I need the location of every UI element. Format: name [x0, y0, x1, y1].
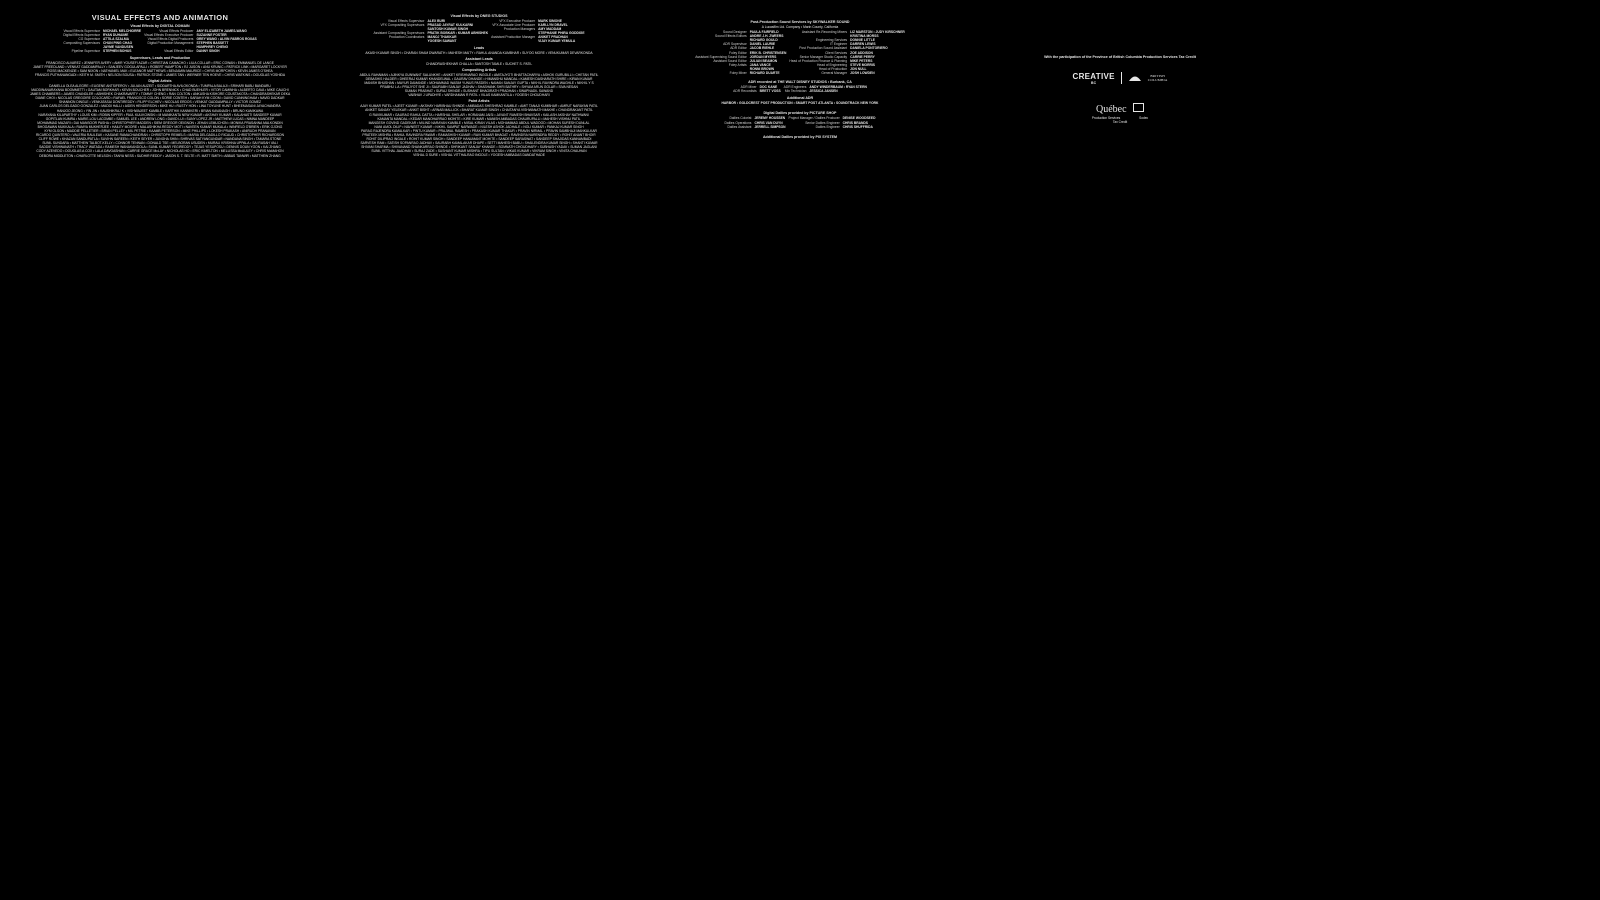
quebec-sub-line2: Tax Credit	[1112, 119, 1128, 124]
credit-name: ERIK B. CHRISTENSEN	[749, 50, 787, 55]
credit-line: DIANE CHOI • NICOLAS GREGOIRE COLOCARD • RAFAEL FRANCISCO COLON • SORIE CONTEH • SARAH KYM COOM • DAVID CUNNINGHAM • NAVID DADKAR	[35, 96, 285, 101]
credit-line: MADDINANARAYANA BOOMMETTI • GAUTAM BORKHAR • KEVIN BOUCHER • JOHN BRENNICK • CHAD BUEHLER • VITOR CAMINHA • ALBERTO CAVA • MIKE CAUCHI	[31, 88, 289, 93]
credit-name: MANOJ THAKKAR	[427, 35, 457, 40]
credit-groups	[336, 46, 622, 158]
credit-role: Sound Designer	[723, 30, 747, 35]
credit-name: STEPHEN BASSETT	[196, 41, 229, 46]
credit-line: SUMAN PRABHAT • SURAJ SHINDE • SUSHANT BHAGIRATH PRADHAN • SWAPNADIL SAWAND	[404, 89, 554, 94]
credit-role: ADR Mixer	[740, 85, 757, 90]
credit-name: DONNIE LITTLE	[850, 38, 875, 43]
credit-role: Dailies Operations	[724, 120, 752, 125]
credit-line: ROHIT DILIPRAO INGALE • ROHIT KUMAR SINGH • SANDEEP HANUMANT MOHITE • SANDEEP SARASWAT • SANDEEP SHAJIDAS KANNAMBADI	[366, 137, 592, 142]
quebec-logo	[1030, 99, 1210, 124]
credit-role: VFX Associate Line Producer	[492, 23, 536, 28]
credit-name: DOC KANE	[759, 85, 778, 90]
vendor-header: Visual Effects by DNEG STUDIOS	[450, 14, 508, 18]
creative-bc-logo	[1073, 72, 1115, 85]
credit-row	[62, 49, 258, 53]
credit-name: YOGESH SAWANT	[427, 39, 457, 44]
credit-role: Foley Editor	[729, 50, 747, 55]
credit-name: JULIAN BEAMON	[749, 58, 778, 63]
group-header: Compositing Artists	[461, 67, 497, 72]
credit-line: SUNIL SUNDARA • MATTHEW TALBOT-KELLY • CONNOR TENNAN • DONALD TSE • MELBORAN USUDEN • MURALI KRISHNA UPPALA • SAI RASAH VALI	[42, 141, 278, 146]
credit-role: Dailies Engineer	[815, 124, 840, 129]
credit-name: JORDAN MYERS	[749, 54, 777, 59]
credit-line: PRABHU L A • PRAJYOT SHE JI • SAURABH SANJAY JADHAV • SHASHANK SHRI BATHRY • SHYAM ARUN GOLAR • SIVA NESAN	[380, 85, 578, 90]
bc-line2: COLUMBIA	[1147, 78, 1168, 82]
dailies-header: Digital Dailies provided by PICTURE SHOP	[763, 111, 837, 116]
credit-name: JESSICA JANSEN	[809, 89, 838, 94]
credit-role: Head of Production	[818, 66, 848, 71]
credit-line: JANET FREEDLAND • VENKAT GADDAMPALLY • SANJEEV GOGULAPALLI • ROBERT HAMPTON • RJ JUSON • ANU KRUNIC • PATRICK LINK • MARGARET LOCKYER	[33, 64, 287, 69]
credit-row	[694, 71, 907, 75]
credit-role: Production Coordinators	[388, 35, 425, 40]
credit-role: General Manager	[821, 71, 848, 76]
credit-name: AMY MADDAM	[538, 27, 562, 32]
credit-line: DEBASHIS HALDER • DHEERAJ KUMAR KHANDELWAL • GAURAV DHANDE • HIMANSHU MANDAL • KAMESH DASHARATH SHIRE • KIRAN KUMAR	[365, 76, 593, 81]
credit-role: Mix Technician	[784, 89, 807, 94]
credit-name: KRISTINA MORSS	[850, 34, 879, 39]
credit-name: RICHARD GOULD	[749, 38, 778, 43]
credit-name: MICHAEL MELCHIORRE	[103, 29, 142, 33]
credit-line: HANJOO JEONG • YIN JIN • KAUSHIKRAJ K • VISHWAJEET KAMBLE • KARTHIK KANNIKERI • BRIAN KAVANAGH • BRUNO KAMIKAWA	[56, 108, 264, 113]
credit-name: JACOB RIEHLE	[749, 46, 775, 51]
credit-role: Foley Mixer	[729, 71, 747, 76]
credit-name: RONNI BROWN	[749, 66, 775, 71]
dailies-role-table	[723, 116, 877, 128]
credit-name: GREY WANG • ALVIN FABROS ROXAS	[196, 37, 257, 42]
credit-role: Senior Dailies Engineer	[805, 120, 840, 125]
credit-name: DANIEL LAURIE	[749, 42, 776, 47]
credit-name: STEPHEN BOHUS	[103, 49, 132, 54]
quebec-wordmark: Québec	[1096, 104, 1127, 115]
sound-header-1: Post-Production Sound Services by SKYWALKER SOUND	[750, 20, 850, 24]
credit-role: Senior Manager Studio Capacity	[799, 54, 848, 59]
credit-line: KYM OLSON • MADDIE PELLETIER • BRIAN PELLEY • MIL PETRIE • KAAMB PETERSON • MIKE PHILLIPS • LOKESH PRAKASH • ANIRUDH PRANAVAN	[44, 128, 276, 133]
credit-name: MIKE PETERS	[850, 58, 873, 63]
section-title: VISUAL EFFECTS AND ANIMATION	[91, 13, 229, 22]
group-header: Assistant Leads	[465, 56, 493, 61]
credit-role: Digital Production Management	[147, 41, 194, 46]
credit-role: Sound Effects Editors	[715, 34, 747, 39]
credit-line: NANI AMOL DILIP • NAVNEET KUMAR • NIKHIL SAMPAT NARWADE • NILESH ASHOK JADHALE • NOLI KUMAR • PANKAJ KUMAR SINGH	[374, 124, 584, 129]
credit-name: DARREN LEWIS	[850, 42, 876, 47]
credit-name: KARI-LYN DRAVEL	[538, 23, 568, 28]
credit-line: SHIVAM SHARMA • SHIVANAND SHANKARRAO SHINDE • SHRIKANT SANJAY KHANDE • SOMNATH CHOUDHARY • SUBHASH YADAV • SUMAN JAGLANI	[361, 145, 597, 150]
credit-role: Assistant Sound Editor	[713, 58, 747, 63]
credit-name: RICHARD DUARTE	[749, 71, 780, 76]
credit-name: CHUN PING CHAO	[103, 41, 133, 46]
credit-role: Assistant Supervising Sound Editor	[695, 54, 747, 59]
credit-name: ANIKET PRADHAN	[538, 35, 568, 40]
credits-column-3	[650, 12, 950, 140]
credit-role: CG Supervisor	[78, 37, 101, 42]
credit-role: Visual Effects Supervisor	[63, 29, 101, 33]
credit-role: Dailies Assistant	[727, 124, 752, 129]
role-table	[62, 29, 258, 54]
adr-role-table	[732, 85, 869, 93]
credit-name: ANDY WINDERBAUM • RYAN STERN	[809, 85, 867, 90]
credit-line: JAMES CHAMBERS • JAMES CHANDLER • ABHISHEK CHAKRAVARTY • TOMMY CHENG • RAN COLTON • ANKUSHA KISHORE COUSTAKOTA • CHANDRASHEKAR DEKA	[29, 92, 291, 97]
additional-dailies: Additional Dailies provided by PIX SYSTEM	[762, 134, 838, 139]
credit-line: JUAN CARLOS DELGADO GONZALEZ • MADDI HALLI • AIDEN HENDERSON • MIKE HU • RUSTY HON • LINA TOYLINE HUNT • BHEEMASANI JAYACHANDRA	[39, 104, 281, 109]
credit-line: AJAY KUMAR PATEL • AJEET KUMAR • AKSHAY HARIBHAU SHINDE • AMBADAS SHESHRAO KAMBLE • AMIT TANAJI KUMBHAR • AMRUT NARAYAN PATIL	[360, 104, 598, 109]
credit-role: ADR Engineers	[783, 85, 807, 90]
credit-role: Visual Effects Supervisor	[387, 19, 425, 23]
vendor-header: Visual Effects by DIGITAL DOMAIN	[130, 24, 190, 28]
quebec-sub-line1: Production Services	[1091, 116, 1121, 120]
credit-line: FRANCIS PUTHANANGADI • KEITH M. SMITH • NELSON SOUSA • PATRICK STONE • JAMES TAN • WERNER TEN HOEVE • CHRIS WATKINS • DOUGLAS YOSHIDA	[34, 72, 286, 77]
credit-row	[372, 39, 586, 43]
credit-name: HUMPHREY CHENG	[196, 45, 229, 50]
credit-name: CHRIS SHUFFRIDA	[842, 124, 873, 129]
credit-role: Client Services	[825, 50, 848, 55]
credit-line: RICARDO QUINTERO • VALERIA RAULEAK • KASANE RAMACHANDRAN • CHRISTOPH REIMELS • MARIA DELGADILLO RICAUD • CHRISTOPHER RICHARDSON	[36, 133, 284, 138]
credit-line: PARAG RAJENDRA KAMALKAR • PINTU KUMAR • PRAJWAL RAMESH • PRAKASH KUMAR THAKUR • PRAVIN NIRMAL • PRAVIN SAMBHAJI MANKULKAR	[361, 128, 597, 133]
additional-adr-header: Additional ADR	[786, 96, 814, 101]
credit-row	[723, 125, 877, 129]
credit-name: MARK SIMONE	[538, 19, 562, 23]
credit-name: JERRELL SIMPSON	[754, 124, 786, 129]
group-header: Paint Artists	[468, 99, 490, 104]
credit-role	[490, 39, 537, 43]
credit-line: MANGESH GOVIND GADEKAR • MILIND NARAYAN KAMBLE • MISAL KIRAN VILAS • MOHAMMAD ABDUL WADOOD • MOHAN SURESH DUNLAL	[368, 120, 590, 125]
credit-line: CODY AZEVEDO • DOUGLAS A COX • LALA DAVGASHAN • CARRIE GRACE McLAY • NICHOLAS HO • ERIC KIMELTON • MELLISSA McAULEY • CHRIS McMAHON	[36, 149, 284, 154]
quebec-sub	[1030, 117, 1210, 124]
credit-name: ANDRE J.H. ZWEERS	[749, 34, 784, 39]
credit-name: ZOE ADDISON	[850, 50, 873, 55]
sound-role-table	[694, 30, 907, 75]
quebec-flag-icon	[1133, 103, 1144, 112]
credit-name: AMY ELIZABETH JAMES-WANG	[196, 29, 247, 33]
credit-role: ADR Supervisor	[723, 42, 747, 47]
credit-line: G RAVIKUMAR • GAURAO RAHUL DATTA • HARSHAL SHELAR • HORANAM JAISI • JAYANT RAMESH BHAVSAR • KAILASH AKSHAY NATHWANI	[369, 112, 589, 117]
credits-column-1	[14, 12, 306, 158]
sodec-label: Sodec	[1139, 116, 1149, 120]
credit-role	[372, 39, 426, 43]
tax-credit-note: With the participation of the Province of British Columbia Production Services Tax Credit	[1044, 55, 1196, 59]
credit-role: VFX Executive Producer	[499, 19, 536, 23]
credit-line: AKASH KUMAR SINGH • CHARAN SHAM DWARATH • MAHESH MAITY • RAHUL ANANDA KUMBHAR • SUYOG MORE • VENUKUMAR DEVARKONDA	[365, 50, 593, 55]
credit-name: ATTILA SZALMA	[103, 37, 130, 42]
group-header: Leads	[473, 45, 485, 50]
credit-role: Production Managers	[503, 27, 536, 32]
credit-role: Foley Artists	[728, 62, 747, 67]
credit-name: PAULA FAIRFIELD	[749, 30, 779, 35]
credit-name: LIZ MARSTON • JUDY KIRSCHNER	[850, 30, 905, 35]
credit-role: Assistant Re-Recording Mixers	[801, 30, 848, 35]
credit-line: ABDUL RAHAMAN • AJINKYA GUNWANT SALUNKHE • ANIKET KRISHNARAO INGOLE • AMITAJYOTI BHATTACHARYA • ASHOK GURUBILLI • CHETAN PATIL	[359, 72, 599, 77]
credit-role: ADR Editor	[730, 46, 747, 51]
credit-role: Engineering Services	[815, 38, 848, 43]
credit-name: PRATIK BOBKAR • KUMAR ABHISHEK	[427, 31, 489, 36]
creative-bc-line2: BC	[1090, 80, 1097, 85]
credit-row	[732, 89, 869, 93]
group-header: Supervisors, Leads and Production	[129, 55, 191, 60]
credit-role: Project Manager / Dailies Producer	[788, 116, 840, 121]
credit-name: STEPHANIE PHIRA GODDIGE	[538, 31, 585, 36]
creative-bc-line1: CREATIVE	[1072, 71, 1115, 81]
credit-role: VFX Compositing Supervisors	[380, 23, 425, 28]
credit-role: Visual Effects Producer	[159, 29, 194, 33]
credit-name: SANTOSH KUMAR SINGH	[427, 27, 469, 32]
credit-line: CHANDRASHEKHAR CHALLA • SANTOSH TAMLE • SUCHET S. PATIL	[425, 61, 533, 66]
credit-line: DANIELLA OLEA ALEGRE • EUGENE ANTSIFEROV • JULIAN AUZEIT • SIDDARTHA AVILOKONDA • TUMPALA BALAJI • SRIHARI BABU BANDARU	[49, 83, 271, 88]
credit-line: DEBORA MIDDLETON • CHARLOTTE NELSON • TANYA NESS • SUDHIR REDDY • JASON S. T. SELTE • R. MATT SMITH • ABBAS TANWIR • MATTHEW ZHANG	[39, 153, 281, 158]
credit-name: DANIELA PONTORIERO	[850, 46, 888, 51]
credit-role: ADR Recordists	[733, 89, 757, 94]
logo-row	[1030, 69, 1210, 87]
credit-name: DENISE WOODSEED	[842, 116, 876, 121]
group-header: Digital Artists	[148, 78, 172, 83]
credit-role: Dailies Colorist	[729, 116, 752, 121]
credit-line: SADDIE VISHWANATH • TRACY WATADA • RAMESH WANAKANDOLA • SUNIL KUMAR YEGIREDDY • TEJAS YESUPOSU • DENNIS DOUN YOON • KAI ZHANG	[39, 145, 281, 150]
credit-role: Assistant Compositing Supervisors	[373, 31, 425, 36]
role-table	[372, 19, 586, 44]
credit-name: JAYME VANDUSEN	[103, 45, 134, 50]
credit-line: SARVESH RAM • SATISH SOPANRAO JADHAV • SAURABH KAMALAKAR DHAPE • SETTI MAHESH BABU • SHAILENDRA KUMAR SINGH • SHANTI KUMAR	[360, 141, 598, 146]
credit-role: Compositing Supervisors	[63, 41, 101, 46]
credit-line: MOHAMMAD MAZARI • DAI MANSOOR PASHA • CHRISTOPHER MADDEN • SIEM GREGOR OEIGNON • JEHAN LEMUCHON • MONIKA PRASANNA MALKONDIN	[37, 120, 283, 125]
credit-row	[723, 116, 877, 120]
credit-role: Pipeline Supervisor	[71, 49, 101, 54]
credit-name: PRASAD JAYRAT KULKARNI	[427, 23, 474, 28]
credit-line: MANISH BHUSHAN • MAYUR DAMANDE • MOHAMMAD WASIM YUNUS PASDEN • NAMAN SANJAY GUPTA • NIKHIL RAVINDRA WAGHLE • NIKHIL Y S	[364, 80, 594, 85]
credit-name: SUZANNE FOSTER	[196, 33, 227, 38]
additional-adr-list: HARBOR • GOLDCREST POST PRODUCTION • SMART POST ATLANTA • SOUNDTRACK NEW YORK	[721, 101, 879, 106]
credit-line: CLIFF ROWE • KHAZAN SANDUPATLA • SUVIHN SAREEN • KEITH SEYER • JUNGHA SHIN • SHRIVAS SATYANGUNDAR • NANDANA SINGH • TAMARA STONE	[38, 137, 282, 142]
credit-line: GOPITLAN KUMRA • MARIE-LOU LACOMBE • SAMUEL LEE • ANDREW LONG • DAVID LUI • SUNY LOPEZ JR • MATTHEW LUCAS • NIMNA MANDEEP	[45, 116, 275, 121]
credit-groups	[14, 56, 306, 158]
credit-role: Digital Effects Supervisor	[63, 33, 101, 38]
sound-header-2: A Lucasfilm Ltd. Company • Marin County, California	[761, 25, 839, 29]
credit-role: Head of Engineering	[817, 62, 848, 67]
credit-line: VISHAL D SURE • VISHAL VITTHALRAO INGOLE • YOGESH AMBADAS DANDATHADE	[413, 153, 545, 158]
credit-role: Visual Effects Executive Producer	[144, 33, 194, 38]
credit-role: IT Engineer	[830, 42, 848, 47]
british-columbia-logo	[1148, 74, 1168, 82]
credit-line: SHANNON DINGLE • VENKATASAI DONTIREDDY • FILIPP ELCHEV • NICOLAS ERDOS • VENKAT GADDAMPALLY • VICTOR GOMEZ	[58, 100, 262, 105]
credit-name: JEREMY HOUSSEN	[754, 116, 786, 121]
credit-name: CARRIE PERRY	[850, 54, 875, 59]
credit-line: ANIKET SANJAY YELEKAR • ANKIT BISHT • ARNAB MALLICK • BHARAT KUMAR SINGH • CHAITANYA VISHWANATH MAKHE • CHANDRAKANT PATIL	[365, 108, 593, 113]
credit-line: VAIBHAV J UPADHYE • VARDHAMAN R PATIL • VILAS KAMKANTILA • YOGESH CHOUDHARI	[408, 93, 550, 98]
credit-line: FRANCISCO ALVAREZ • JENNIFER AVERY • AMIR YOUSEFI AZAR • CHRISTIAN CAMACHO • LILIA COLLAR • ERIC COWAN • EMMANUEL DE LANGE	[46, 60, 274, 65]
credit-role: Post Production Sound Assistant	[799, 46, 848, 51]
credit-line: SUNIL VITTHAL JAADHAV • SURAJ ZADE • SUSHANT KUMAR MISHRA • TIPU SULTAN • VIKAS KUMAR • VIKRAM SINGH • VINITA CHAUHAN	[371, 149, 587, 154]
credit-name: RYAN DUHAIME	[103, 33, 129, 38]
credit-name: VIJAY KUMAR YEMULA	[538, 39, 576, 44]
credit-line: BHOGAWAN MUKKALA • RAMYA MUKHERJEE • HAILEY MOORE • MALASHIKHA REDDY MOTI • NAVEEN KUMAR MUKALA • WINFIELD O'BRIEN • ERIK OJONG	[37, 124, 283, 129]
bc-crest-icon	[1128, 69, 1142, 87]
credits-column-4	[1030, 12, 1210, 124]
logo-divider	[1121, 72, 1122, 84]
credit-name: JOSH LOWDEN	[850, 71, 875, 76]
credit-name: BRETT VOSS	[759, 89, 781, 94]
adr-header: ADR recorded at THE WALT DISNEY STUDIOS • Burbank, CA	[748, 80, 852, 85]
credits-column-2	[336, 12, 622, 158]
credit-name: ALEX BURI	[427, 19, 446, 23]
credit-name: STEVE MORRIS	[850, 62, 875, 67]
credit-name: JANA VANCE	[749, 62, 771, 67]
credit-role: Visual Effects Editor	[164, 49, 194, 54]
credit-role: Assistant Production Manager	[491, 35, 536, 40]
credit-line: ROSS MACKENZIE • SAM NIXON • NATHANIEL MAK • ELEANOR MATTHEWS • BENJAMIN MAURICE • CHRIS MORPCHEN • KEVIN JAMES O'SHEA	[47, 68, 273, 73]
credit-name: DANNY SINGH	[196, 49, 220, 54]
credit-name: CHRIS BRANDS	[842, 120, 868, 125]
bc-line1: BRITISH	[1150, 74, 1165, 78]
credit-name: CHRIS VAN DUYN	[754, 120, 783, 125]
credit-line: NARAYANA KILAPARTHY • LOUIS KIM • ROBIN KIPFER • PAUL KULIKOWSKI • M MANIKANTA NEW KUMAR • AKSHAY KUMAR • KALAHASTI SANDEEP KUMAR	[38, 112, 282, 117]
credit-role: Head of Production Finance & Planning	[789, 58, 848, 63]
credit-role: Visual Effects Digital Producers	[147, 37, 194, 42]
credit-line: PRATEEK MISHRA • RAHUL RAVINDRA PAWAR • RAMASHISH KUMAR • RAVI KUMAR BHAGAT • RAVINDRA NARENDRA REDDY • ROHIT ANANT BHOIR	[362, 132, 596, 137]
credit-line: KAMANTA MANDAL • KEDAR MANOHARRAO MOHITE • KIRE KUMAR • MANISH AMBADAS CHAURUPALLI • MAHESH VISHNU PATIL	[377, 116, 581, 121]
credit-name: JON NULL	[850, 66, 867, 71]
